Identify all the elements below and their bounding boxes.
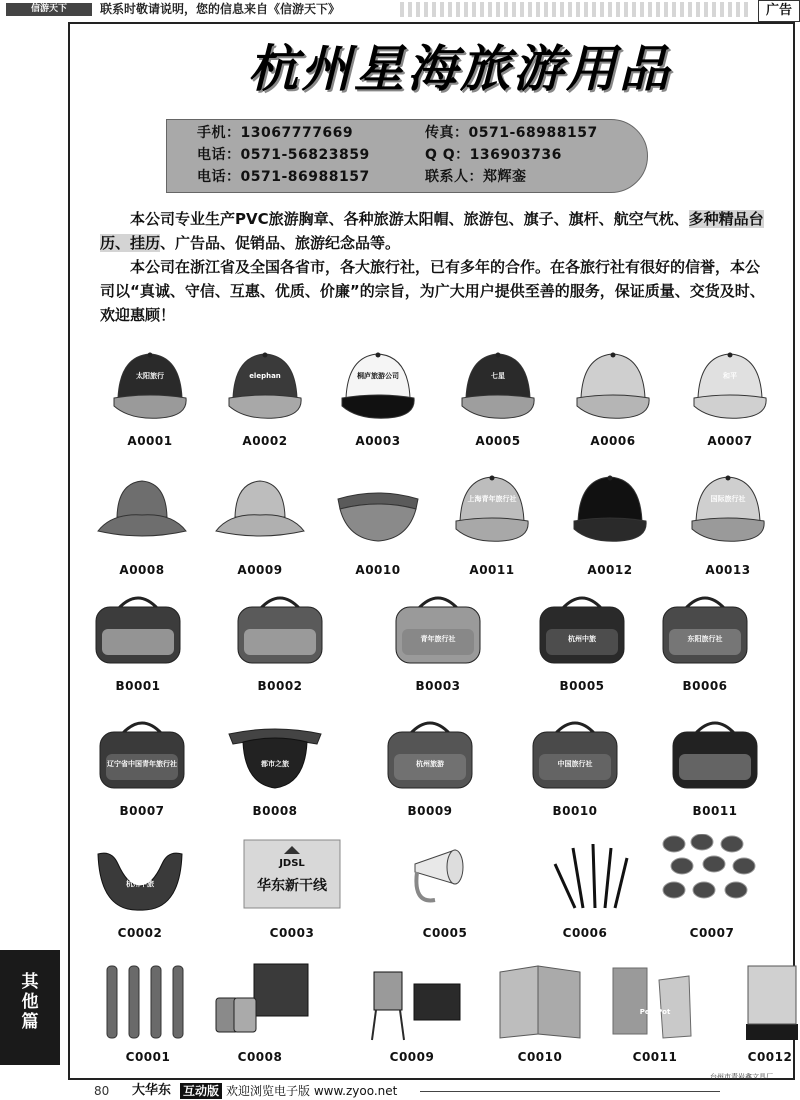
cap-brim <box>229 395 301 418</box>
crystal-base <box>746 1024 798 1040</box>
product-image <box>680 346 780 426</box>
product-code: A0013 <box>705 563 751 577</box>
cap-crown <box>578 477 642 521</box>
footer-edition: 互动版 <box>180 1083 222 1099</box>
visor-brim <box>340 504 416 541</box>
product-item <box>92 469 192 581</box>
product-code: C0009 <box>389 1050 435 1064</box>
product-code: B0011 <box>692 804 738 818</box>
product-item <box>210 962 310 1068</box>
intro-text-a: 本公司专业生产PVC旅游胸章、各种旅游太阳帽、旅游包、旗子、旗杆、航空气枕、 <box>130 210 689 228</box>
product-code: A0001 <box>127 434 173 448</box>
product-print-text: 中国旅行社 <box>557 760 593 768</box>
product-print-subtext: JDSL <box>279 858 305 869</box>
product-code: A0010 <box>355 563 401 577</box>
product-print-text: 和平 <box>723 372 737 380</box>
product-item <box>225 714 325 822</box>
section-tab-char: 其 <box>21 972 39 992</box>
product-code: C0002 <box>117 926 163 940</box>
flag-pole <box>615 858 627 908</box>
product-item <box>90 834 190 944</box>
publication-logo: 信游天下 <box>6 3 92 16</box>
product-item <box>490 962 590 1068</box>
product-image <box>100 346 200 426</box>
bag-panel <box>679 754 751 780</box>
product-print-text: 辽宁省中国青年旅行社 <box>107 760 177 768</box>
product-image <box>242 834 342 914</box>
product-item <box>525 714 625 822</box>
product-print-text: elephan <box>249 372 281 380</box>
product-code: B0006 <box>682 679 728 693</box>
product-print-text: 东阳旅行社 <box>687 635 723 643</box>
product-code: A0011 <box>469 563 515 577</box>
flag-pole <box>573 848 583 908</box>
product-image <box>720 962 800 1042</box>
cap-button <box>496 353 501 358</box>
product-print-text: 桐庐旅游公司 <box>357 372 399 380</box>
product-item <box>98 962 198 1068</box>
cap-crown <box>581 354 645 398</box>
product-image <box>563 346 663 426</box>
contact-box <box>166 119 648 193</box>
product-image <box>525 714 625 794</box>
product-item <box>242 834 342 944</box>
cap-button <box>611 353 616 358</box>
calendar-right <box>538 966 580 1038</box>
product-code: A0006 <box>590 434 636 448</box>
product-code: A0012 <box>587 563 633 577</box>
product-item <box>442 469 542 581</box>
cap-button <box>263 353 268 358</box>
product-code: B0002 <box>257 679 303 693</box>
product-image <box>230 589 330 669</box>
section-tab-char: 他 <box>21 992 39 1012</box>
pen-holder <box>659 976 691 1038</box>
product-item <box>215 346 315 452</box>
product-image <box>395 834 495 914</box>
product-code: B0007 <box>119 804 165 818</box>
contact-person: 联系人：郑辉銮 <box>425 169 527 185</box>
product-item <box>563 346 663 452</box>
bag-panel <box>244 629 316 655</box>
product-item <box>328 346 428 452</box>
source-note: 联系时敬请说明，您的信息来自《信游天下》 <box>100 2 341 16</box>
product-code: B0005 <box>559 679 605 693</box>
mug <box>234 998 256 1032</box>
stand-case <box>414 984 460 1020</box>
product-print-text: 都市之旅 <box>261 760 289 768</box>
company-title: 杭州星海旅游用品 <box>248 39 672 98</box>
cap-button <box>376 353 381 358</box>
cap-brim <box>456 518 528 541</box>
product-code: C0010 <box>517 1050 563 1064</box>
ad-frame <box>68 22 795 1080</box>
product-image <box>92 714 192 794</box>
flag-pole <box>593 844 595 908</box>
badge <box>693 882 715 898</box>
badge <box>663 882 685 898</box>
intro-text-c: 、广告品、促销品、旅游纪念品等。 <box>160 234 401 252</box>
flag-pole <box>605 848 611 908</box>
pole-bag <box>129 966 139 1038</box>
cap-button <box>490 476 495 481</box>
badge <box>733 858 755 874</box>
cap-brim <box>342 395 414 418</box>
product-item <box>532 589 632 697</box>
product-code: A0005 <box>475 434 521 448</box>
product-item <box>678 469 778 581</box>
product-image <box>225 714 325 794</box>
cap-button <box>728 353 733 358</box>
product-item <box>210 469 310 581</box>
cap-brim <box>577 395 649 418</box>
product-image <box>328 469 428 549</box>
badge <box>671 858 693 874</box>
intro-paragraph-2: 本公司在浙江省及全国各省市，各大旅行社，已有多年的合作。在各旅行社有很好的信誉，本公司以“真诚、守信、互惠、优质、价廉”的宗旨，为广大用户提供至善的服务，保证质量、交货及时、欢迎惠顾！ <box>100 258 765 324</box>
product-print-text: 七星 <box>491 372 505 380</box>
display-card <box>613 968 647 1034</box>
gift-box <box>254 964 308 1016</box>
product-item <box>560 469 660 581</box>
product-print-text: 青年旅行社 <box>420 635 456 643</box>
product-image <box>210 962 310 1042</box>
product-code: A0007 <box>707 434 753 448</box>
top-bar <box>0 0 800 20</box>
product-image <box>88 589 188 669</box>
fax-number: 传真：0571-68988157 <box>425 125 598 141</box>
footer-slogan: 欢迎浏览电子版 www.zyoo.net <box>226 1084 398 1098</box>
cap-brim <box>114 395 186 418</box>
product-item <box>535 834 635 944</box>
product-item <box>655 589 755 697</box>
flag-pole <box>555 864 575 908</box>
mobile-number: 手机：13067777669 <box>197 125 354 141</box>
cap-brim <box>694 395 766 418</box>
product-image <box>448 346 548 426</box>
product-image <box>328 346 428 426</box>
phone-number-1: 电话：0571-56823859 <box>197 147 370 163</box>
product-item <box>380 714 480 822</box>
product-print-text: 杭州中旅 <box>568 635 596 643</box>
footer-rule <box>420 1091 720 1092</box>
pole-bag <box>151 966 161 1038</box>
product-code: C0012 <box>747 1050 793 1064</box>
badge <box>703 856 725 872</box>
product-item <box>88 589 188 697</box>
stand-leg <box>400 1010 404 1040</box>
pole-bag <box>173 966 183 1038</box>
company-intro <box>100 207 772 327</box>
footer-brand: 大华东 <box>132 1083 172 1098</box>
product-image <box>665 714 765 794</box>
cap-button <box>726 476 731 481</box>
badge <box>725 882 747 898</box>
product-code: B0003 <box>415 679 461 693</box>
calendar-left <box>500 966 538 1038</box>
crystal-block <box>748 966 796 1024</box>
product-code: C0005 <box>422 926 468 940</box>
product-code: C0011 <box>632 1050 678 1064</box>
product-item <box>100 346 200 452</box>
product-code: B0008 <box>252 804 298 818</box>
product-print-text: 华东新干线 <box>257 878 327 894</box>
product-item <box>662 834 762 944</box>
decorative-stripes <box>400 2 750 17</box>
product-code: C0008 <box>237 1050 283 1064</box>
product-item <box>665 714 765 822</box>
product-item <box>395 834 495 944</box>
product-image <box>678 469 778 549</box>
stand-board <box>374 972 402 1010</box>
product-image <box>210 469 310 549</box>
product-print-text: 杭州中旅 <box>126 880 154 888</box>
product-image <box>98 962 198 1042</box>
phone-number-2: 电话：0571-86988157 <box>197 169 370 185</box>
product-code: A0009 <box>237 563 283 577</box>
product-image <box>388 589 488 669</box>
product-print-text: 国际旅行社 <box>710 495 746 503</box>
product-item <box>388 589 488 697</box>
product-print-text: 杭州旅游 <box>416 760 444 768</box>
section-tab <box>0 950 60 1065</box>
product-item <box>720 962 800 1068</box>
product-image <box>662 834 762 914</box>
qq-number: Q Q：136903736 <box>425 147 562 163</box>
product-code: C0001 <box>125 1050 171 1064</box>
product-print-text: Pen Pot <box>639 1008 671 1016</box>
megaphone-mouth <box>447 850 463 884</box>
product-image <box>90 834 190 914</box>
product-image <box>362 962 462 1042</box>
intro-paragraph-1 <box>100 207 772 255</box>
ad-label: 广告 <box>758 0 800 22</box>
maker-note: 台州市青岩鑫文具厂 <box>710 1073 773 1081</box>
hat-crown <box>117 481 167 517</box>
product-code: B0009 <box>407 804 453 818</box>
hat-brim <box>98 515 186 536</box>
bag-panel <box>102 629 174 655</box>
cap-brim <box>574 518 646 541</box>
cap-button <box>148 353 153 358</box>
product-code: A0003 <box>355 434 401 448</box>
product-item <box>230 589 330 697</box>
cap-brim <box>692 518 764 541</box>
product-image <box>655 589 755 669</box>
badge <box>721 836 743 852</box>
stand-leg <box>372 1010 376 1040</box>
cap-button <box>608 476 613 481</box>
page-footer <box>0 1082 800 1100</box>
product-code: B0001 <box>115 679 161 693</box>
product-image <box>532 589 632 669</box>
product-item <box>92 714 192 822</box>
product-image <box>490 962 590 1042</box>
product-code: A0002 <box>242 434 288 448</box>
product-code: C0006 <box>562 926 608 940</box>
product-print-text: 太阳旅行 <box>136 372 164 380</box>
product-item <box>605 962 705 1068</box>
section-tab-char: 篇 <box>21 1012 39 1032</box>
product-image <box>92 469 192 549</box>
cap-brim <box>462 395 534 418</box>
badge <box>691 834 713 850</box>
intro-highlight: 多种精品台历、挂历 <box>100 210 764 252</box>
product-image <box>215 346 315 426</box>
product-print-text: 上海青年旅行社 <box>467 495 517 503</box>
product-image <box>560 469 660 549</box>
product-code: A0008 <box>119 563 165 577</box>
product-code: C0003 <box>269 926 315 940</box>
product-item <box>448 346 548 452</box>
product-image <box>605 962 705 1042</box>
product-image <box>442 469 542 549</box>
product-code: B0010 <box>552 804 598 818</box>
product-item <box>362 962 462 1068</box>
product-image <box>535 834 635 914</box>
hat-crown <box>235 481 285 517</box>
product-item <box>328 469 428 581</box>
product-image <box>380 714 480 794</box>
page-number: 80 <box>94 1084 110 1098</box>
badge <box>663 836 685 852</box>
pole-bag <box>107 966 117 1038</box>
product-code: C0007 <box>689 926 735 940</box>
product-item <box>680 346 780 452</box>
hat-brim <box>216 515 304 536</box>
